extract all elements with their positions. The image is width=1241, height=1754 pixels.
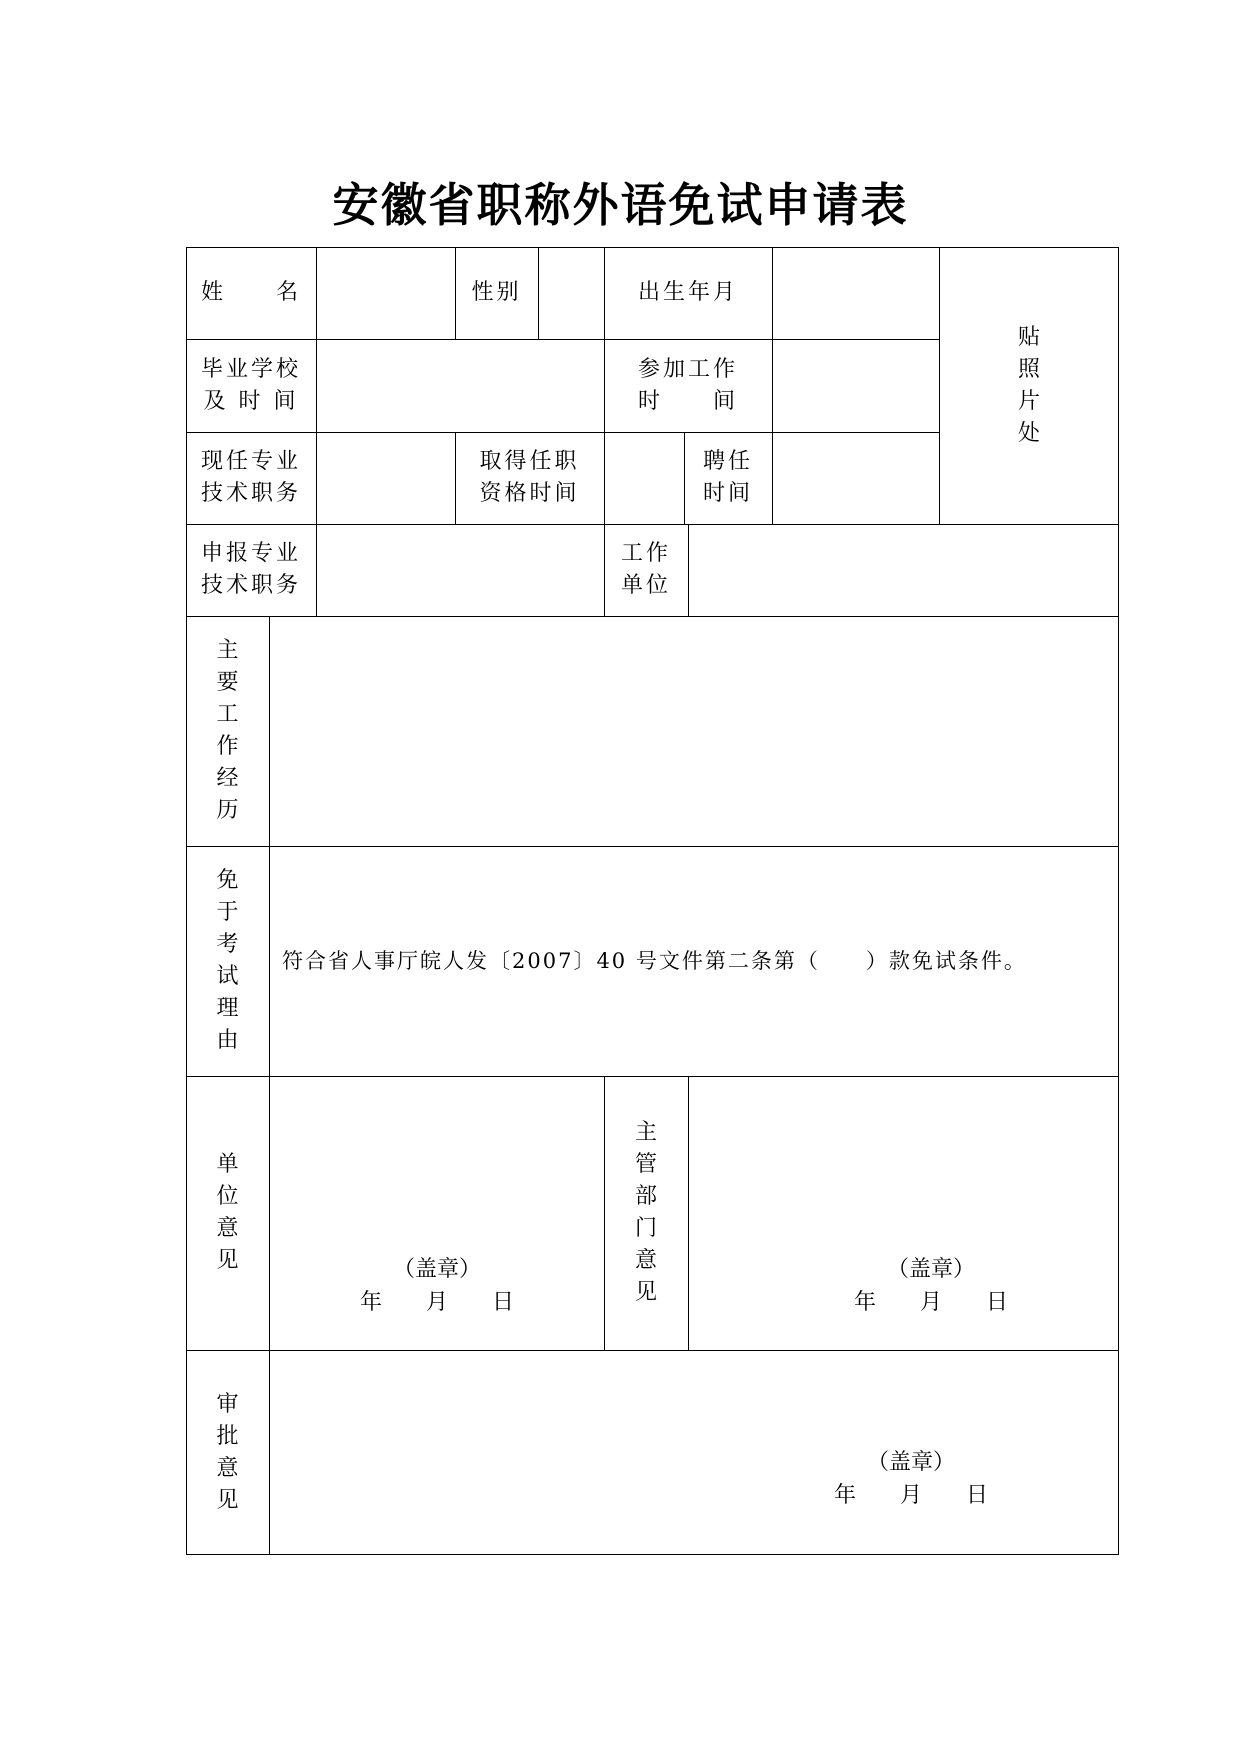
approval-label-char: 审 bbox=[216, 1391, 239, 1417]
experience-label-char: 经 bbox=[216, 766, 239, 791]
unit-date-label: 年 月 日 bbox=[359, 1290, 514, 1315]
school-label-line: 及 时 间 bbox=[203, 388, 299, 414]
apply-title-value-cell[interactable] bbox=[316, 524, 605, 617]
qualify-time-label-line: 资格时间 bbox=[479, 481, 580, 506]
unit-seal-label: （盖章） bbox=[392, 1257, 481, 1282]
employer-value-cell[interactable] bbox=[688, 524, 1119, 617]
dept-seal-label: （盖章） bbox=[886, 1257, 975, 1282]
current-title-label-line: 现任专业 bbox=[200, 449, 301, 474]
form-title: 安徽省职称外语免试申请表 bbox=[332, 178, 909, 232]
apply-title-label bbox=[186, 524, 316, 616]
name-label: 姓 名 bbox=[200, 280, 301, 305]
school-value-cell[interactable] bbox=[316, 339, 605, 433]
work-start-label-line: 时 间 bbox=[637, 388, 738, 414]
hire-time-value-cell[interactable] bbox=[772, 432, 940, 525]
photo-label-char: 贴 bbox=[1017, 325, 1040, 350]
work-start-label bbox=[604, 339, 772, 432]
birth-label: 出生年月 bbox=[637, 280, 738, 305]
approval-label-char: 见 bbox=[216, 1487, 239, 1513]
approval-date-label: 年 月 日 bbox=[833, 1483, 988, 1508]
dept-opinion-label-char: 见 bbox=[634, 1280, 657, 1305]
approval-label-char: 批 bbox=[216, 1423, 239, 1449]
dept-opinion-label-char: 主 bbox=[634, 1120, 657, 1145]
dept-opinion-label-char: 管 bbox=[634, 1152, 657, 1177]
dept-opinion-label-char: 部 bbox=[634, 1184, 657, 1209]
exempt-reason-label-char: 考 bbox=[216, 932, 239, 957]
school-label bbox=[186, 339, 316, 432]
qualify-time-label bbox=[455, 432, 604, 524]
exempt-reason-label bbox=[186, 846, 269, 1076]
approval-seal-label: （盖章） bbox=[866, 1450, 955, 1475]
work-start-label-line: 参加工作 bbox=[637, 356, 738, 382]
work-start-value-cell[interactable] bbox=[772, 339, 940, 433]
gender-label: 性别 bbox=[471, 280, 522, 305]
experience-label-char: 要 bbox=[216, 670, 239, 695]
dept-opinion-label-char: 门 bbox=[634, 1216, 657, 1241]
unit-opinion-label-char: 见 bbox=[216, 1248, 239, 1273]
unit-opinion-label bbox=[186, 1076, 269, 1350]
experience-label-char: 历 bbox=[216, 798, 239, 823]
employer-label bbox=[604, 524, 688, 616]
experience-label-char: 工 bbox=[216, 702, 239, 727]
current-title-label-line: 技术职务 bbox=[200, 481, 301, 506]
unit-opinion-label-char: 意 bbox=[216, 1216, 239, 1241]
exempt-reason-label-char: 免 bbox=[216, 868, 239, 893]
current-title-label bbox=[186, 432, 316, 524]
unit-opinion-label-char: 位 bbox=[216, 1184, 239, 1209]
hire-time-label-line: 聘任 bbox=[702, 449, 753, 474]
name-value-cell[interactable] bbox=[316, 247, 456, 340]
exempt-reason-label-char: 理 bbox=[216, 996, 239, 1021]
photo-label-char: 照 bbox=[1017, 357, 1040, 382]
photo-label-char: 处 bbox=[1017, 421, 1040, 446]
employer-label-line: 工作 bbox=[620, 541, 671, 566]
approval-label-char: 意 bbox=[216, 1455, 239, 1481]
exempt-reason-label-char: 试 bbox=[216, 964, 239, 989]
dept-date-label: 年 月 日 bbox=[853, 1290, 1008, 1315]
unit-opinion-label-char: 单 bbox=[216, 1152, 239, 1177]
hire-time-label bbox=[684, 432, 772, 524]
apply-title-label-line: 技术职务 bbox=[200, 573, 301, 598]
application-form-table bbox=[186, 247, 1119, 1555]
approval-label bbox=[186, 1350, 269, 1555]
gender-value-cell[interactable] bbox=[538, 247, 605, 340]
photo-label-char: 片 bbox=[1017, 389, 1040, 414]
dept-opinion-label bbox=[604, 1076, 688, 1350]
experience-label-char: 主 bbox=[216, 638, 239, 663]
exempt-reason-text: 符合省人事厅皖人发〔2007〕40 号文件第二条第（ ）款免试条件。 bbox=[282, 949, 1027, 973]
school-label-line: 毕业学校 bbox=[200, 356, 301, 382]
birth-value-cell[interactable] bbox=[772, 247, 940, 340]
experience-value-cell[interactable] bbox=[269, 616, 1119, 847]
experience-label-char: 作 bbox=[216, 734, 239, 759]
current-title-value-cell[interactable] bbox=[316, 432, 456, 525]
dept-opinion-label-char: 意 bbox=[634, 1248, 657, 1273]
apply-title-label-line: 申报专业 bbox=[200, 541, 301, 566]
exempt-reason-label-char: 于 bbox=[216, 900, 239, 925]
qualify-time-value-cell[interactable] bbox=[604, 432, 685, 525]
hire-time-label-line: 时间 bbox=[702, 481, 753, 506]
employer-label-line: 单位 bbox=[620, 573, 671, 598]
photo-label bbox=[939, 247, 1119, 525]
experience-label bbox=[186, 616, 269, 846]
qualify-time-label-line: 取得任职 bbox=[479, 449, 580, 474]
exempt-reason-label-char: 由 bbox=[216, 1028, 239, 1053]
